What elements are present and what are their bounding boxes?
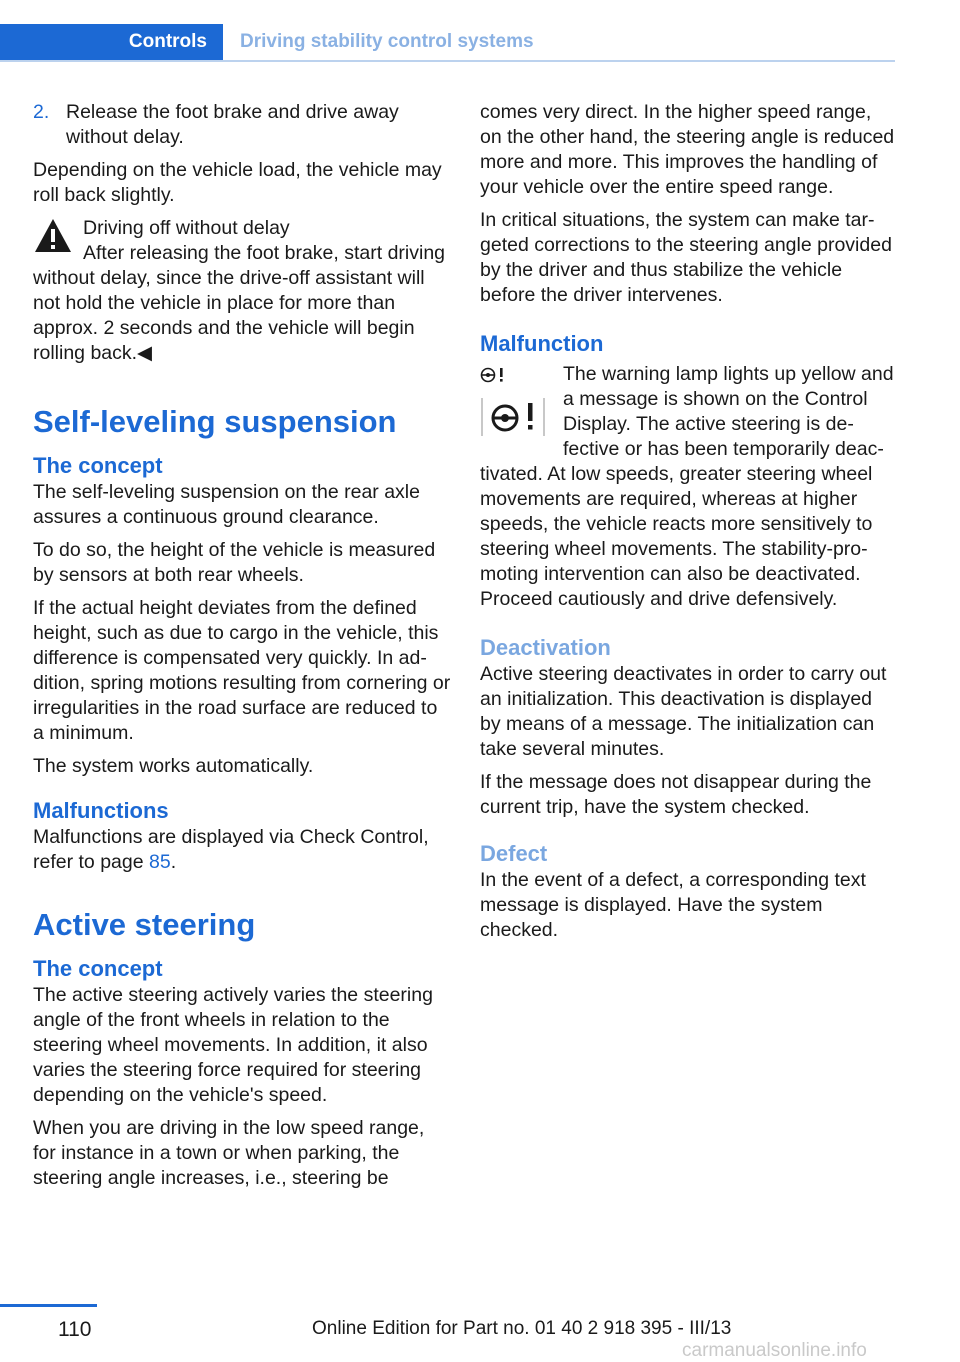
- page-number: 110: [58, 1318, 92, 1341]
- list-item: [33, 100, 451, 150]
- heading-concept: The concept: [33, 956, 163, 981]
- malfunction-text: The warning lamp lights up yellow and a message is shown on the Control Display. The active steering is defective or has been temporarily deactivated. At low speeds, greater steering wheel movements are required, whereas at higher speeds, the vehicle reacts more sensitively to steering wheel movements. The stability-promoting intervention can also be deactivated. Proceed cautiously and drive defensively.: [480, 363, 894, 610]
- warning-lamp-illustration: [480, 362, 550, 462]
- list-item-text: Release the foot brake and drive away without delay.: [66, 101, 399, 148]
- heading-defect: Defect: [480, 841, 548, 866]
- paragraph: Active steering deactivates in order to carry out an initialization. This deactivation is displayed by means of a message. The initialization can take several minutes.: [480, 663, 887, 760]
- chapter-tab[interactable]: Driving stability control systems: [240, 31, 534, 52]
- paragraph: When you are driving in the low speed range, for instance in a town or when parking, the steering angle increases, i.e., steering be: [33, 1117, 425, 1189]
- steering-warning-lamp-icon: [480, 392, 548, 442]
- paragraph: In critical situations, the system can make targeted corrections to the steering angle provided by the driver and thus stabilize the vehicle before the driver intervenes.: [480, 209, 892, 306]
- right-column: [480, 100, 898, 951]
- paragraph-vehicle-load: Depending on the vehicle load, the vehicle may roll back slightly.: [33, 159, 442, 206]
- paragraph: The self-leveling suspension on the rear axle assures a continuous ground clearance.: [33, 481, 420, 528]
- malfunctions-end: .: [170, 851, 177, 873]
- section-tab[interactable]: Controls: [0, 24, 223, 60]
- paragraph-malfunction: [480, 362, 898, 612]
- paragraph: The active steering actively varies the steering angle of the front wheels in relation to the steering wheel movements. In addition, it also varies the steering force required for steering depending on the vehicle's speed.: [33, 984, 433, 1106]
- list-item-number: 2.: [33, 101, 50, 123]
- steering-warning-small-icon: [480, 366, 508, 384]
- paragraph-malfunctions: [33, 825, 451, 875]
- paragraph: In the event of a defect, a corresponding text message is displayed. Have the system checked.: [480, 869, 866, 941]
- warning-title: Driving off without delay: [83, 217, 290, 239]
- page-reference-link[interactable]: 85: [149, 851, 171, 873]
- paragraph: If the message does not disappear during the current trip, have the system checked.: [480, 771, 872, 818]
- heading-deactivation: Deactivation: [480, 635, 611, 660]
- paragraph: If the actual height deviates from the defined height, such as due to cargo in the vehicle, this difference is compensated very quickly. In addition, spring motions resulting from cornering or irregularities in the road surface are reduced to a minimum.: [33, 597, 451, 744]
- malfunctions-text: Malfunctions are displayed via Check Control, refer to page: [33, 826, 429, 873]
- warning-triangle-icon: [33, 216, 73, 256]
- warning-note: [33, 216, 451, 366]
- page-header: [0, 24, 895, 62]
- left-column: [33, 100, 451, 1199]
- heading-active-steering: Active steering: [33, 907, 256, 942]
- edition-info: Online Edition for Part no. 01 40 2 918 395 - III/13: [312, 1318, 732, 1339]
- watermark: carmanualsonline.info: [682, 1340, 867, 1361]
- heading-self-leveling-suspension: Self-leveling suspension: [33, 404, 397, 439]
- warning-text: After releasing the foot brake, start driving without delay, since the drive-off assistant will not hold the vehicle in place for more than approx. 2 seconds and the vehicle will begin rolling back.◀: [33, 242, 446, 364]
- header-divider: [0, 60, 895, 62]
- paragraph: comes very direct. In the higher speed range, on the other hand, the steering angle is reduced more and more. This improves the handling of your vehicle over the entire speed range.: [480, 101, 895, 198]
- paragraph: To do so, the height of the vehicle is measured by sensors at both rear wheels.: [33, 539, 436, 586]
- heading-concept: The concept: [33, 453, 163, 478]
- paragraph: The system works automatically.: [33, 755, 314, 777]
- heading-malfunction: Malfunction: [480, 331, 604, 356]
- heading-malfunctions: Malfunctions: [33, 798, 169, 823]
- footer-divider: [0, 1304, 97, 1307]
